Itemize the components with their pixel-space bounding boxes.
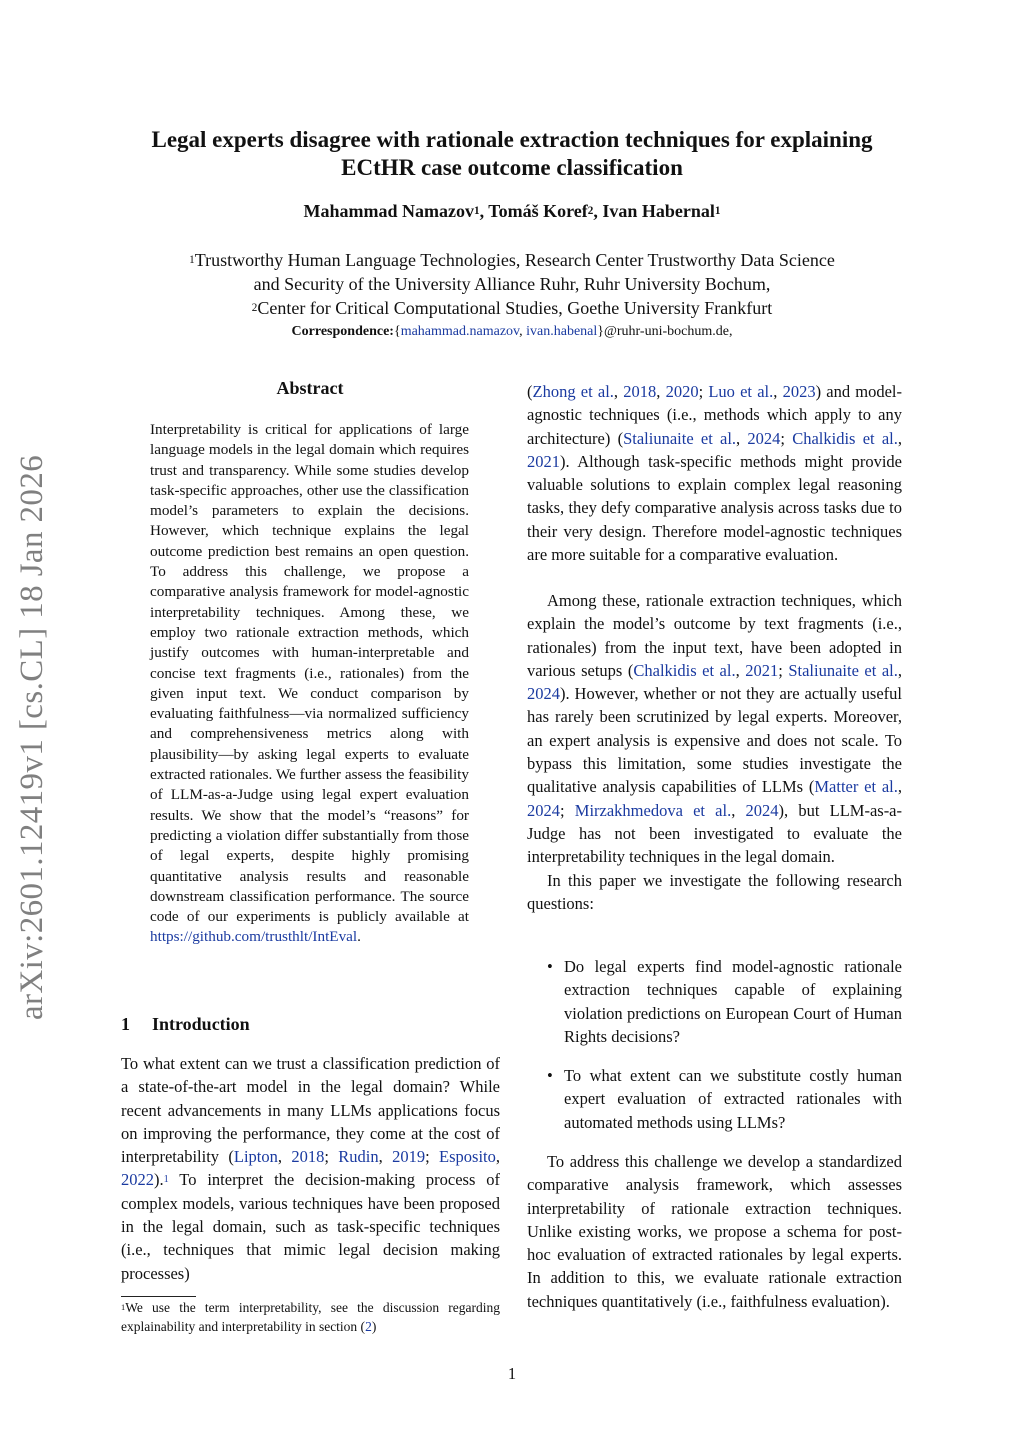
- citation-year-link[interactable]: 2018: [291, 1147, 325, 1167]
- page-number: 1: [507, 1364, 517, 1383]
- text: ). Although task-specific methods might provide valuable solutions to explain complex legal reasoning tasks, they defy comparative analysis across tasks due to their very design. Therefore model-agnostic techniques are more suitable for a comparative evaluation.: [527, 451, 902, 565]
- citation-year-link[interactable]: 2022: [121, 1170, 154, 1190]
- paper-title: [100, 126, 924, 182]
- footnote-mark: 1: [121, 1302, 126, 1312]
- right-paragraphs: [527, 589, 902, 915]
- arxiv-stamp-text: arXiv:2601.12419v1 [cs.CL] 18 Jan 2026: [14, 454, 50, 1020]
- title-line-1: Legal experts disagree with rationale extraction techniques for explaining: [151, 127, 873, 152]
- list-item: [527, 955, 902, 1048]
- research-questions-list: [527, 955, 902, 1150]
- affiliation-1-line-2: and Security of the University Alliance Ruhr, Ruhr University Bochum,: [253, 274, 771, 294]
- affil-mark: 1: [189, 253, 195, 266]
- citation-year-link[interactable]: 2020: [665, 382, 699, 401]
- punct: ): [371, 1319, 377, 1334]
- list-item: [527, 1064, 902, 1134]
- section-number: 1: [121, 1014, 130, 1034]
- author-affil-mark: 1: [474, 204, 480, 217]
- citation-year-link[interactable]: 2023: [782, 382, 816, 401]
- github-link[interactable]: https://github.com/trusthlt/IntEval: [150, 928, 358, 946]
- citation-year-link[interactable]: 2024: [527, 684, 560, 704]
- citation-year-link[interactable]: 2021: [745, 660, 779, 680]
- right-paragraph-2: Among these, rationale extraction techniques, which explain the model’s outcome by text fragments (i.e., rationales) from the input text, have been adopted in various setups (Chalkidis et al., 2021; Staliunaite et al., 2024). However, whether or not they are actually useful has rarely been scrutinized by legal experts. Moreover, an expert analysis is expensive and does not scale. To bypass this limitation, some studies investigate the qualitative analysis capabilities of LLMs (Matter et al., 2024; Mirzakhmedova et al., 2024), but LLM-as-a-Judge has not been investigated to evaluate the interpretability techniques in the legal domain.: [527, 591, 903, 867]
- text: ) and model-agnostic techniques (i.e., methods which apply to any architecture) (: [527, 382, 903, 448]
- citation-year-link[interactable]: 2024: [527, 800, 560, 820]
- correspondence: [100, 324, 924, 340]
- citation-link[interactable]: Staliunaite et al.: [623, 428, 737, 448]
- right-paragraph-4: To address this challenge we develop a standardized comparative analysis framework, which assesses interpretability of rationale extraction techniques. Unlike existing works, we propose a schema for post-hoc evaluation of extracted rationales by legal experts. In addition to this, we evaluate rationale extraction techniques quantitatively (i.e., faithfulness evaluation).: [527, 1152, 902, 1311]
- affiliation-text: Trustworthy Human Language Technologies, Research Center Trustworthy Data Science: [194, 250, 835, 270]
- affiliation-2: [100, 296, 924, 320]
- citation-year-link[interactable]: 2024: [747, 428, 781, 448]
- bullet-glyph: •: [547, 1066, 553, 1086]
- abstract-body: [150, 420, 469, 948]
- author-name: Ivan Habernal: [602, 201, 715, 221]
- citation-link[interactable]: Mirzakhmedova et al.: [574, 800, 732, 820]
- citation-link[interactable]: Luo et al.: [708, 382, 774, 401]
- footnote-rule: [121, 1296, 196, 1297]
- section-heading-introduction: [121, 1014, 250, 1035]
- footnote-text: We use the term interpretability, see the discussion regarding explainability and interpretability in section (: [121, 1300, 500, 1334]
- title-line-2: ECtHR case outcome classification: [341, 155, 683, 180]
- citation-link[interactable]: Zhong et al.: [532, 382, 614, 401]
- right-paragraph-1: (Zhong et al., 2018, 2020; Luo et al., 2023) and model-agnostic techniques (i.e., methods which apply to any architecture) (Staliunaite et al., 2024; Chalkidis et al., 2021). Although task-specific methods might provide valuable solutions to explain complex legal reasoning tasks, they defy comparative analysis across tasks due to their very design. Therefore model-agnostic techniques are more suitable for a comparative evaluation.: [527, 382, 903, 565]
- author-affil-mark: 1: [714, 204, 721, 217]
- citation-year-link[interactable]: 2021: [527, 451, 560, 471]
- citation-link[interactable]: Chalkidis et al.: [792, 428, 898, 448]
- text: To interpret the decision-making process of complex models, various techniques have been proposed in the legal domain, such as task-specific techniques (i.e., techniques that mimic legal decision making processes): [121, 1170, 500, 1283]
- citation-year-link[interactable]: 2018: [623, 382, 657, 401]
- abstract-heading: Abstract: [276, 378, 344, 398]
- affil-mark: 2: [251, 301, 258, 314]
- footnote-marker[interactable]: 1: [163, 1174, 169, 1186]
- author-separator: ,: [593, 201, 603, 221]
- text: ). However, whether or not they are actually useful has rarely been scrutinized by legal experts. Moreover, an expert analysis is expensive and does not scale. To bypass this limitation, some studies investigate the qualitative analysis capabilities of LLMs (: [527, 684, 902, 797]
- bullet-glyph: •: [547, 957, 553, 976]
- affiliation-text: Center for Critical Computational Studies, Goethe University Frankfurt: [257, 298, 773, 318]
- author-separator: ,: [479, 201, 489, 221]
- email-domain: }@ruhr-uni-bochum.de,: [597, 324, 733, 339]
- citation-link[interactable]: Rudin: [338, 1147, 379, 1167]
- separator: ,: [519, 324, 527, 339]
- correspondence-label: Correspondence:: [291, 324, 394, 339]
- punct: .: [357, 928, 361, 946]
- intro-paragraph: To what extent can we trust a classification prediction of a state-of-the-art model in the legal domain? While recent advancements in many LLMs applications focus on improving the performance, they come at the cost of interpretability (Lipton, 2018; Rudin, 2019; Esposito, 2022).$^1$ To interpret the decision-making process of complex models, various techniques have been proposed in the legal domain, such as task-specific techniques (i.e., techniques that mimic legal decision making processes): [121, 1054, 501, 1283]
- affiliations: [100, 248, 924, 320]
- affiliation-1-line-1: [100, 248, 924, 272]
- citation-link[interactable]: Esposito: [439, 1147, 496, 1167]
- author-name: Mahammad Namazov: [303, 201, 474, 221]
- citation-link[interactable]: Lipton: [233, 1147, 278, 1167]
- citation-link[interactable]: Matter et al.: [814, 777, 898, 797]
- section-ref-link[interactable]: 2: [365, 1319, 372, 1334]
- section-title: Introduction: [152, 1014, 250, 1034]
- author-list: [100, 201, 924, 222]
- right-paragraph-3: In this paper we investigate the following research questions:: [527, 870, 902, 913]
- author-affil-mark: 2: [587, 204, 594, 217]
- citation-year-link[interactable]: 2024: [745, 800, 779, 820]
- citation-year-link[interactable]: 2019: [392, 1147, 426, 1167]
- question-text: To what extent can we substitute costly human expert evaluation of extracted rationales with automated methods using LLMs?: [564, 1066, 902, 1132]
- abstract-text: Interpretability is critical for applications of large language models in the legal domain which requires trust and transparency. While some studies develop task-specific approaches, other use the classification model’s parameters to explain the decisions. However, which technique explains the legal outcome prediction best remains an open question. To address this challenge, we propose a comparative analysis framework for model-agnostic interpretability techniques. Among these, we employ two rationale extraction methods, which justify outcomes with human-interpretable and concise text fragments (i.e., rationales) from the given input text. We conduct comparison by evaluating faithfulness—via normalized sufficiency and comprehensiveness metrics along with plausibility—by asking legal experts to evaluate extracted rationales. We further assess the feasibility of LLM-as-a-Judge using legal expert evaluation results. We show that the model’s “reasons” for predicting a violation differ substantially from those of legal experts, despite highly promising quantitative analysis results and reasonable downstream classification performance. The source code of our experiments is publicly available at: [150, 421, 469, 926]
- email-link-habernal[interactable]: ivan.habenal: [526, 324, 598, 339]
- author-name: Tomáš Koref: [488, 201, 588, 221]
- citation-link[interactable]: Staliunaite et al.: [788, 660, 898, 680]
- text: Among these, rationale extraction techniques, which explain the model’s outcome by text fragments (i.e., rationales) from the input text, have been adopted in various setups (: [527, 591, 902, 680]
- text: To what extent can we trust a classification prediction of a state-of-the-art model in the legal domain? While recent advancements in many LLMs applications focus on improving the performance, they come at the cost of interpretability (: [121, 1054, 500, 1167]
- email-link-namazov[interactable]: mahammad.namazov: [400, 324, 520, 339]
- citation-link[interactable]: Chalkidis et al.: [633, 660, 736, 680]
- footnote: [121, 1298, 500, 1336]
- text: ), but LLM-as-a-Judge has not been investigated to evaluate the interpretability techniques in the legal domain.: [527, 800, 903, 867]
- question-text: Do legal experts find model-agnostic rationale extraction techniques capable of explaining violation predictions on European Court of Human Rights decisions?: [564, 957, 902, 1046]
- brace: {: [393, 324, 401, 339]
